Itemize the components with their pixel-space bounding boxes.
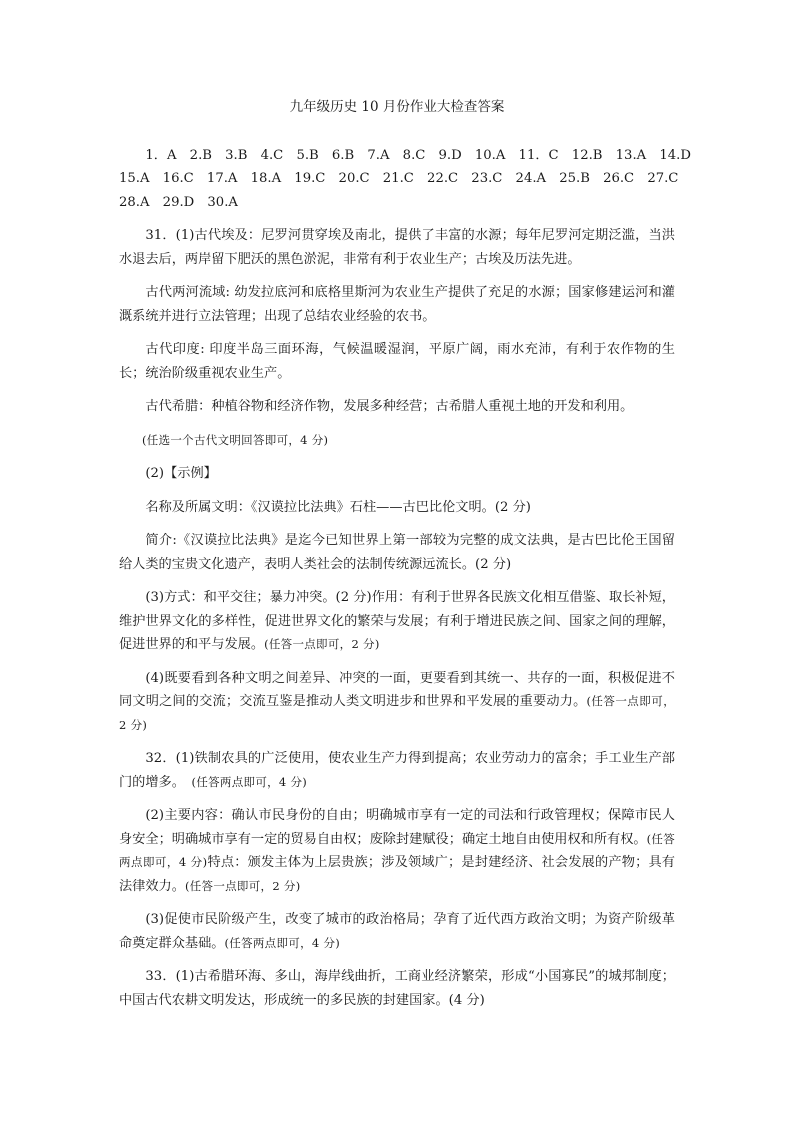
- q31-part1-note: (任选一个古代文明回答即可，4 分): [142, 432, 329, 447]
- q31-part1-egypt: 31．(1)古代埃及：尼罗河贯穿埃及南北，提供了丰富的水源；每年尼罗河定期泛滥，当洪水退去后，两岸留下肥沃的黑色淤泥，非常有利于农业生产；古埃及历法先进。: [119, 228, 675, 267]
- q32-part2-note-b: (任答一点即可，2 分): [184, 878, 301, 893]
- answer-sheet: [119, 96, 691, 1022]
- q31-part3-text: (3)方式：和平交往；暴力冲突。(2 分)作用：有利于世界各民族文化相互借鉴、取长补短，维护世界文化的多样性，促进世界文化的繁荣与发展；有利于增进民族之间、国家之间的理解，促进世界的和平与发展。: [119, 590, 675, 652]
- q31-part4-text: (4)既要看到各种文明之间差异、冲突的一面，更要看到其统一、共存的一面，积极促进不同文明之间的交流；交流互鉴是推动人类文明进步和世界和平发展的重要动力。: [119, 670, 675, 709]
- q31-part4: [119, 667, 675, 738]
- q32-part2-note-a: (任答两点即可，4 分): [119, 831, 676, 869]
- q31-part1-india: 古代印度: 印度半岛三面环海，气候温暖湿润，平原广阔，雨水充沛，有利于农作物的生长；统治阶级重视农业生产。: [119, 342, 675, 381]
- multiple-choice-answers: [119, 144, 691, 215]
- q32-part2: [119, 804, 675, 898]
- mc-row-3: 28.A 29.D 30.A: [119, 194, 238, 210]
- q32-part3: [119, 908, 675, 955]
- q32-part1-note: (任答两点即可，4 分): [191, 774, 308, 789]
- q31-part1-greece: 古代希腊：种植谷物和经济作物，发展多种经营；古希腊人重视土地的开发和利用。: [145, 399, 634, 414]
- q31-part2-name: 名称及所属文明：《汉谟拉比法典》石柱——古巴比伦文明。(2 分): [145, 499, 531, 515]
- mc-row-2: 15.A 16.C 17.A 18.A 19.C 20.C 21.C 22.C 23.C 24.A 25.B 26.C 27.C: [119, 171, 679, 186]
- q32-part2-features: 特点：颁发主体为上层贵族；涉及领域广；是封建经济、社会发展的产物；具有法律效力。: [119, 855, 675, 894]
- q31-part2-heading: (2)【示例】: [145, 466, 217, 481]
- q32-part1: [119, 747, 675, 794]
- q32-part3-note: (任答两点即可，4 分): [224, 935, 341, 950]
- mc-row-1: 1．A 2.B 3.B 4.C 5.B 6.B 7.A 8.C 9.D 10.A 11．C 12.B 13.A 14.D: [145, 147, 691, 163]
- q33-part1: 33．(1)古希腊环海、多山，海岸线曲折，工商业经济繁荣，形成“小国寡民”的城邦制度；中国古代农耕文明发达，形成统一的多民族的封建国家。(4 分): [119, 969, 675, 1008]
- q32-part3-text: (3)促使市民阶级产生，改变了城市的政治格局；孕育了近代西方政治文明；为资产阶级革命奠定群众基础。: [119, 912, 675, 951]
- q32-part2-text: (2)主要内容：确认市民身份的自由；明确城市享有一定的司法和行政管理权；保障市民人身安全；明确城市享有一定的贸易自由权；废除封建赋役；确定土地自由使用权和所有权。: [119, 808, 675, 847]
- q31-part1-mesopotamia: 古代两河流域: 幼发拉底河和底格里斯河为农业生产提供了充足的水源；国家修建运河和灌溉系统并进行立法管理；出现了总结农业经验的农书。: [119, 285, 675, 324]
- q31-part2-intro: 简介:《汉谟拉比法典》是迄今已知世界上第一部较为完整的成文法典，是古巴比伦王国留给人类的宝贵文化遗产，表明人类社会的法制传统源远流长。(2 分): [119, 533, 675, 572]
- page-title: 九年级历史 10 月份作业大检查答案: [289, 99, 505, 115]
- q31-part3-note: (任答一点即可，2 分): [264, 637, 380, 651]
- q32-part1-text: 32．(1)铁制农具的广泛使用，使农业生产力得到提高；农业劳动力的富余；手工业生产部门的增多。: [119, 751, 675, 790]
- q31-part4-note: (任答一点即可，2 分): [119, 694, 675, 732]
- q31-part3: [119, 586, 675, 657]
